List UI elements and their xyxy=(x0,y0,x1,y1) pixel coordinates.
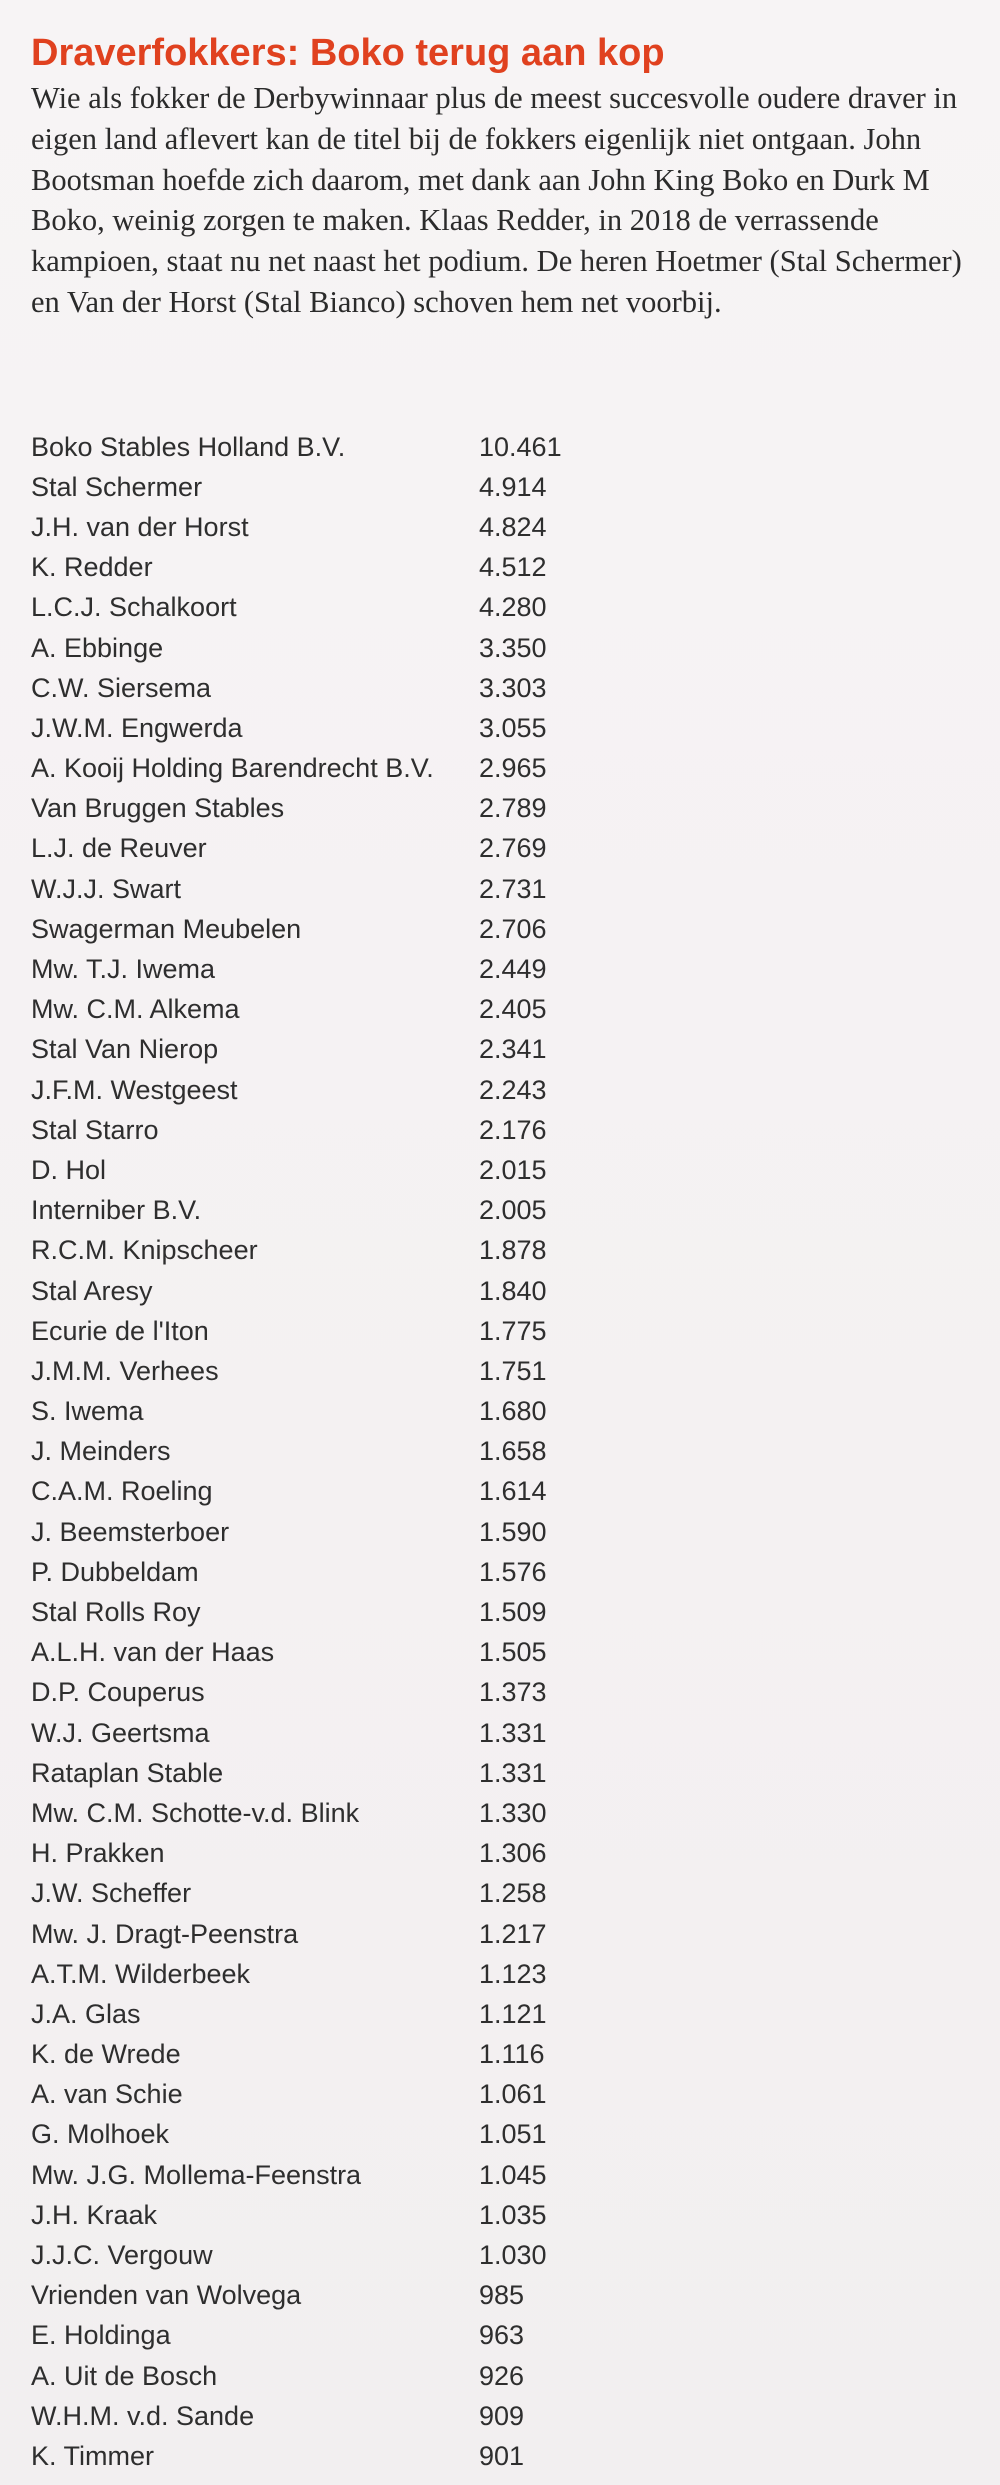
breeder-points: 963 xyxy=(479,2320,525,2351)
ranking-row xyxy=(31,909,631,949)
breeder-points: 2.341 xyxy=(479,1034,547,1065)
article xyxy=(31,28,981,323)
breeder-name: J.A. Glas xyxy=(31,1998,141,2029)
breeder-points: 2.243 xyxy=(479,1074,547,1105)
breeder-points: 1.217 xyxy=(479,1918,547,1949)
breeder-name: A. Uit de Bosch xyxy=(31,2360,218,2391)
breeder-name: Boko Stables Holland B.V. xyxy=(31,431,346,462)
breeder-points: 1.590 xyxy=(479,1516,547,1547)
ranking-row xyxy=(31,2235,631,2275)
ranking-row xyxy=(31,1994,631,2034)
ranking-row xyxy=(31,1392,631,1432)
breeder-points: 2.706 xyxy=(479,913,547,944)
breeder-name: J.F.M. Westgeest xyxy=(31,1074,238,1105)
breeder-points: 1.840 xyxy=(479,1275,547,1306)
ranking-row xyxy=(31,1150,631,1190)
breeder-points: 4.914 xyxy=(479,471,547,502)
ranking-row xyxy=(31,708,631,748)
breeder-points: 3.303 xyxy=(479,672,547,703)
ranking-row xyxy=(31,668,631,708)
ranking-row xyxy=(31,1271,631,1311)
breeder-name: Swagerman Meubelen xyxy=(31,913,302,944)
ranking-row xyxy=(31,628,631,668)
breeder-points: 1.576 xyxy=(479,1556,547,1587)
breeder-name: J. Meinders xyxy=(31,1436,171,1467)
breeder-points: 1.123 xyxy=(479,1958,547,1989)
breeder-points: 1.680 xyxy=(479,1396,547,1427)
breeder-name: Stal Starro xyxy=(31,1114,159,1145)
breeder-name: A.T.M. Wilderbeek xyxy=(31,1958,251,1989)
breeder-name: K. Timmer xyxy=(31,2440,155,2471)
breeder-points: 1.306 xyxy=(479,1838,547,1869)
breeder-name: C.W. Siersema xyxy=(31,672,212,703)
ranking-row xyxy=(31,1713,631,1753)
ranking-row xyxy=(31,749,631,789)
ranking-row xyxy=(31,1633,631,1673)
breeder-points: 1.505 xyxy=(479,1637,547,1668)
ranking-row xyxy=(31,588,631,628)
ranking-row xyxy=(31,1874,631,1914)
breeder-points: 2.449 xyxy=(479,954,547,985)
breeder-name: G. Molhoek xyxy=(31,2119,170,2150)
breeder-points: 1.775 xyxy=(479,1315,547,1346)
ranking-row xyxy=(31,2396,631,2436)
ranking-row xyxy=(31,1793,631,1833)
ranking-row xyxy=(31,1110,631,1150)
breeder-points: 926 xyxy=(479,2360,525,2391)
breeder-points: 1.121 xyxy=(479,1998,547,2029)
ranking-row xyxy=(31,2356,631,2396)
breeder-points: 1.116 xyxy=(479,2039,545,2070)
ranking-row xyxy=(31,949,631,989)
breeder-points: 1.061 xyxy=(479,2079,547,2110)
breeder-name: E. Holdinga xyxy=(31,2320,171,2351)
breeder-name: L.C.J. Schalkoort xyxy=(31,592,237,623)
ranking-row xyxy=(31,2316,631,2356)
ranking-row xyxy=(31,789,631,829)
breeder-points: 2.769 xyxy=(479,833,547,864)
breeder-points: 2.176 xyxy=(479,1114,547,1145)
ranking-row xyxy=(31,507,631,547)
breeder-name: A.L.H. van der Haas xyxy=(31,1637,275,1668)
breeder-points: 1.373 xyxy=(479,1677,547,1708)
breeder-points: 2.005 xyxy=(479,1195,547,1226)
breeder-points: 4.824 xyxy=(479,511,547,542)
breeder-name: Stal Van Nierop xyxy=(31,1034,219,1065)
breeder-name: A. Ebbinge xyxy=(31,632,164,663)
breeder-name: L.J. de Reuver xyxy=(31,833,207,864)
breeder-points: 3.055 xyxy=(479,712,547,743)
breeder-name: K. Redder xyxy=(31,552,153,583)
breeder-points: 985 xyxy=(479,2280,525,2311)
ranking-row xyxy=(31,1954,631,1994)
breeder-name: P. Dubbeldam xyxy=(31,1556,199,1587)
ranking-row xyxy=(31,2195,631,2235)
breeder-name: J.M.M. Verhees xyxy=(31,1355,219,1386)
ranking-row xyxy=(31,2075,631,2115)
breeder-points: 3.350 xyxy=(479,632,547,663)
breeder-name: W.H.M. v.d. Sande xyxy=(31,2400,255,2431)
ranking-row xyxy=(31,869,631,909)
ranking-row xyxy=(31,1552,631,1592)
ranking-row xyxy=(31,1030,631,1070)
ranking-row xyxy=(31,1834,631,1874)
breeder-points: 1.030 xyxy=(479,2240,547,2271)
ranking-row xyxy=(31,2155,631,2195)
breeder-points: 2.015 xyxy=(479,1154,547,1185)
breeder-points: 2.965 xyxy=(479,753,547,784)
breeder-ranking-list xyxy=(31,427,631,2477)
ranking-row xyxy=(31,1592,631,1632)
breeder-points: 1.331 xyxy=(479,1757,547,1788)
breeder-name: J.H. van der Horst xyxy=(31,511,249,542)
breeder-points: 909 xyxy=(479,2400,525,2431)
breeder-name: W.J. Geertsma xyxy=(31,1717,210,1748)
breeder-points: 1.051 xyxy=(479,2119,547,2150)
breeder-points: 4.280 xyxy=(479,592,547,623)
breeder-points: 1.331 xyxy=(479,1717,547,1748)
breeder-name: S. Iwema xyxy=(31,1396,144,1427)
breeder-points: 2.405 xyxy=(479,994,547,1025)
breeder-points: 1.035 xyxy=(479,2199,547,2230)
breeder-name: Rataplan Stable xyxy=(31,1757,224,1788)
breeder-name: J.W. Scheffer xyxy=(31,1878,192,1909)
ranking-row xyxy=(31,1432,631,1472)
ranking-row xyxy=(31,1472,631,1512)
breeder-points: 2.789 xyxy=(479,793,547,824)
ranking-row xyxy=(31,1311,631,1351)
ranking-row xyxy=(31,1753,631,1793)
breeder-points: 10.461 xyxy=(479,431,562,462)
breeder-name: J.W.M. Engwerda xyxy=(31,712,243,743)
article-intro: Wie als fokker de Derbywinnaar plus de meest succesvolle oudere draver in eigen land aflevert kan de titel bij de fokkers eigenlijk niet ontgaan. John Bootsman hoefde zich daarom, met dank aan John King Boko en Durk M Boko, weinig zorgen te maken. Klaas Redder, in 2018 de verrassende kampioen, staat nu net naast het podium. De heren Hoetmer (Stal Schermer) en Van der Horst (Stal Bianco) schoven hem net voorbij. xyxy=(31,81,962,319)
breeder-points: 1.878 xyxy=(479,1235,547,1266)
breeder-name: A. van Schie xyxy=(31,2079,183,2110)
ranking-row xyxy=(31,1914,631,1954)
ranking-row xyxy=(31,1191,631,1231)
breeder-points: 1.751 xyxy=(479,1355,547,1386)
breeder-name: W.J.J. Swart xyxy=(31,873,182,904)
breeder-name: J. Beemsterboer xyxy=(31,1516,230,1547)
breeder-name: Ecurie de l'Iton xyxy=(31,1315,209,1346)
breeder-name: Mw. C.M. Alkema xyxy=(31,994,240,1025)
breeder-points: 1.614 xyxy=(479,1476,547,1507)
breeder-name: Mw. T.J. Iwema xyxy=(31,954,216,985)
breeder-name: Stal Aresy xyxy=(31,1275,153,1306)
breeder-name: D.P. Couperus xyxy=(31,1677,205,1708)
breeder-points: 2.731 xyxy=(479,873,547,904)
breeder-name: Stal Rolls Roy xyxy=(31,1597,201,1628)
breeder-name: H. Prakken xyxy=(31,1838,165,1869)
ranking-row xyxy=(31,2115,631,2155)
ranking-row xyxy=(31,548,631,588)
breeder-points: 4.512 xyxy=(479,552,547,583)
breeder-name: C.A.M. Roeling xyxy=(31,1476,213,1507)
breeder-points: 1.258 xyxy=(479,1878,547,1909)
article-headline: Draverfokkers: Boko terug aan kop xyxy=(31,32,665,74)
breeder-name: Interniber B.V. xyxy=(31,1195,202,1226)
breeder-name: Mw. J. Dragt-Peenstra xyxy=(31,1918,299,1949)
ranking-row xyxy=(31,427,631,467)
ranking-row xyxy=(31,1512,631,1552)
ranking-row xyxy=(31,1351,631,1391)
breeder-name: J.H. Kraak xyxy=(31,2199,158,2230)
breeder-points: 1.330 xyxy=(479,1797,547,1828)
ranking-row xyxy=(31,467,631,507)
breeder-name: Stal Schermer xyxy=(31,471,203,502)
breeder-name: Mw. J.G. Mollema-Feenstra xyxy=(31,2159,362,2190)
breeder-name: K. de Wrede xyxy=(31,2039,181,2070)
ranking-row xyxy=(31,1070,631,1110)
ranking-row xyxy=(31,1231,631,1271)
breeder-name: A. Kooij Holding Barendrecht B.V. xyxy=(31,753,434,784)
ranking-row xyxy=(31,990,631,1030)
ranking-row xyxy=(31,2276,631,2316)
breeder-name: D. Hol xyxy=(31,1154,107,1185)
breeder-name: Mw. C.M. Schotte-v.d. Blink xyxy=(31,1797,360,1828)
breeder-points: 1.509 xyxy=(479,1597,547,1628)
breeder-points: 1.045 xyxy=(479,2159,547,2190)
breeder-name: Van Bruggen Stables xyxy=(31,793,285,824)
breeder-points: 1.658 xyxy=(479,1436,547,1467)
breeder-name: R.C.M. Knipscheer xyxy=(31,1235,258,1266)
ranking-row xyxy=(31,1673,631,1713)
ranking-row xyxy=(31,2436,631,2476)
ranking-row xyxy=(31,2035,631,2075)
breeder-name: J.J.C. Vergouw xyxy=(31,2240,213,2271)
breeder-points: 901 xyxy=(479,2440,525,2471)
ranking-row xyxy=(31,829,631,869)
breeder-name: Vrienden van Wolvega xyxy=(31,2280,302,2311)
